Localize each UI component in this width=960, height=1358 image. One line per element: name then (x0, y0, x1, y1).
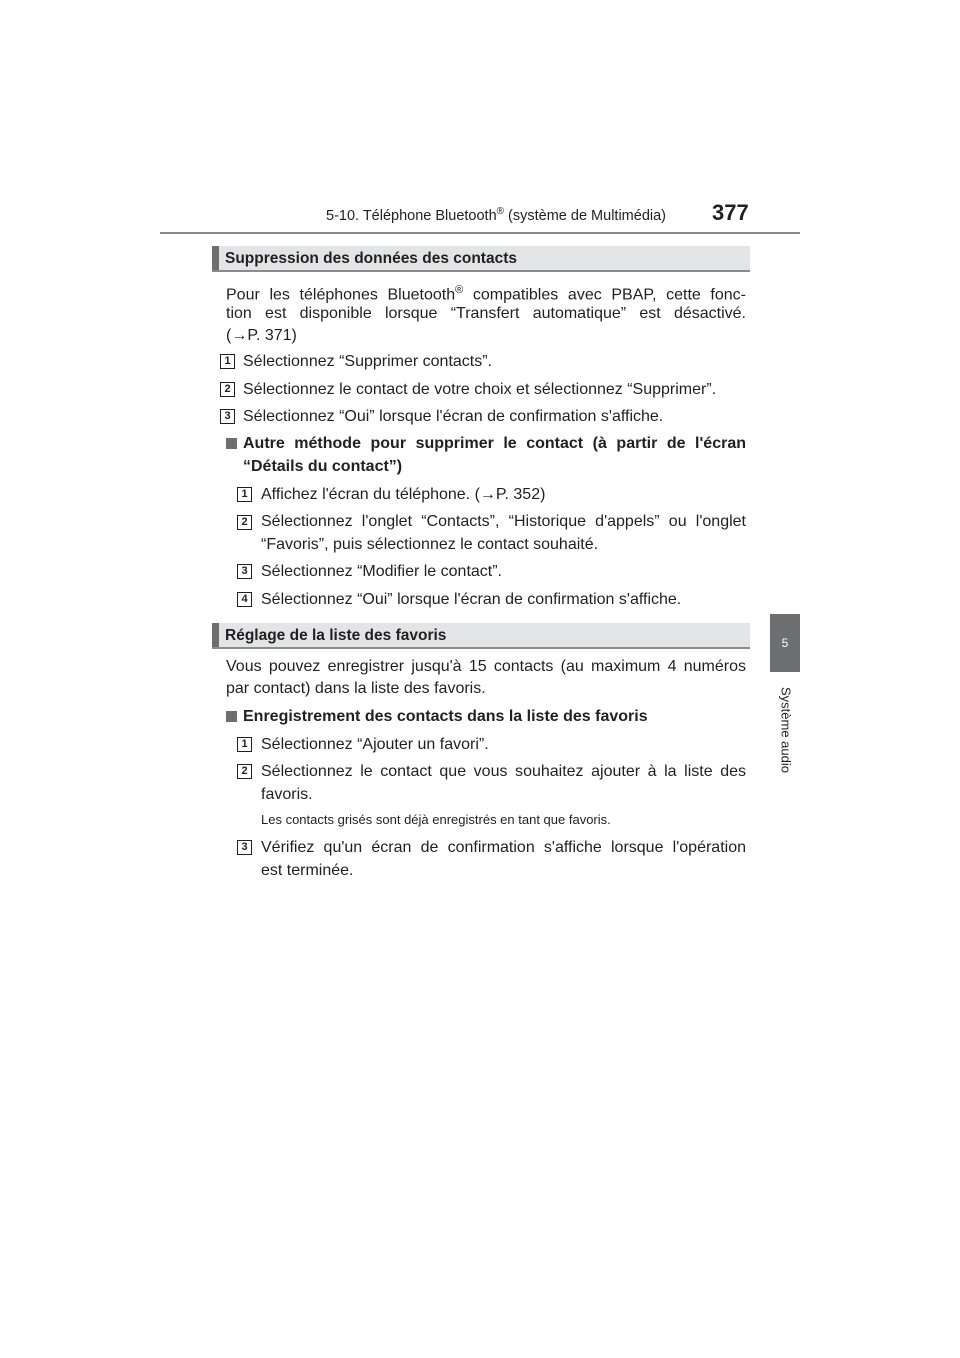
step-text-continued: est terminée. (261, 862, 354, 879)
step-number-badge: 3 (237, 840, 252, 855)
step-number-badge: 2 (237, 764, 252, 779)
step-number-badge: 1 (220, 354, 235, 369)
chapter-section-title (326, 206, 666, 224)
note-text: Les contacts grisés sont déjà enregistrés en tant que favoris. (261, 812, 611, 827)
square-bullet-icon (226, 711, 237, 722)
step-text: Sélectionnez “Modifier le contact”. (261, 563, 502, 580)
step-number-badge: 2 (220, 382, 235, 397)
step-text: Sélectionnez “Supprimer contacts”. (243, 353, 492, 370)
chapter-label-text: Système audio (778, 687, 794, 773)
step-number-badge: 1 (237, 487, 252, 502)
section-header-underline (212, 647, 750, 649)
sub-heading: Autre méthode pour supprimer le contact (à partir de l'écran (243, 435, 746, 452)
square-bullet-icon (226, 438, 237, 449)
sub-heading: Enregistrement des contacts dans la liste des favoris (243, 708, 648, 725)
step-text: Sélectionnez l'onglet “Contacts”, “Historique d'appels” ou l'onglet (261, 513, 746, 530)
section-header-underline (212, 270, 750, 272)
section-title: Suppression des données des contacts (225, 250, 517, 267)
registered-mark: ® (455, 284, 464, 296)
header-title-tail: (système de Multimédia) (504, 208, 666, 224)
step-number-badge: 3 (220, 409, 235, 424)
sub-heading-continued: “Détails du contact”) (243, 458, 403, 475)
page-reference: (→P. 371) (226, 327, 297, 344)
intro-paragraph-line: par contact) dans la liste des favoris. (226, 680, 486, 697)
intro-text: compatibles avec PBAP, cette fonc- (463, 286, 747, 304)
step-number-badge: 3 (237, 564, 252, 579)
step-text: Affichez l'écran du téléphone. (→P. 352) (261, 486, 546, 503)
step-text-continued: favoris. (261, 786, 313, 803)
step-text: Sélectionnez “Ajouter un favori”. (261, 736, 489, 753)
step-number-badge: 1 (237, 737, 252, 752)
chapter-number: 5 (781, 636, 789, 650)
registered-mark: ® (496, 206, 505, 217)
intro-paragraph-line: tion est disponible lorsque “Transfert automatique” est désactivé. (226, 305, 746, 322)
intro-paragraph-line: Vous pouvez enregistrer jusqu'à 15 contacts (au maximum 4 numéros (226, 658, 746, 675)
section-title: Réglage de la liste des favoris (225, 627, 447, 644)
step-number-badge: 2 (237, 515, 252, 530)
chapter-label (773, 680, 799, 780)
step-text: Sélectionnez “Oui” lorsque l'écran de confirmation s'affiche. (243, 408, 664, 425)
step-text: Sélectionnez “Oui” lorsque l'écran de confirmation s'affiche. (261, 591, 682, 608)
step-text-continued: “Favoris”, puis sélectionnez le contact souhaité. (261, 536, 599, 553)
page-number: 377 (712, 200, 749, 225)
intro-text: Pour les téléphones Bluetooth (226, 286, 456, 304)
header-title-main: 5-10. Téléphone Bluetooth (326, 208, 497, 224)
header-divider (160, 232, 800, 234)
step-number-badge: 4 (237, 592, 252, 607)
chapter-tab (770, 614, 800, 672)
step-text: Vérifiez qu'un écran de confirmation s'affiche lorsque l'opération (261, 839, 746, 856)
step-text: Sélectionnez le contact de votre choix et sélectionnez “Supprimer”. (243, 381, 717, 398)
step-text: Sélectionnez le contact que vous souhaitez ajouter à la liste des (261, 763, 746, 780)
